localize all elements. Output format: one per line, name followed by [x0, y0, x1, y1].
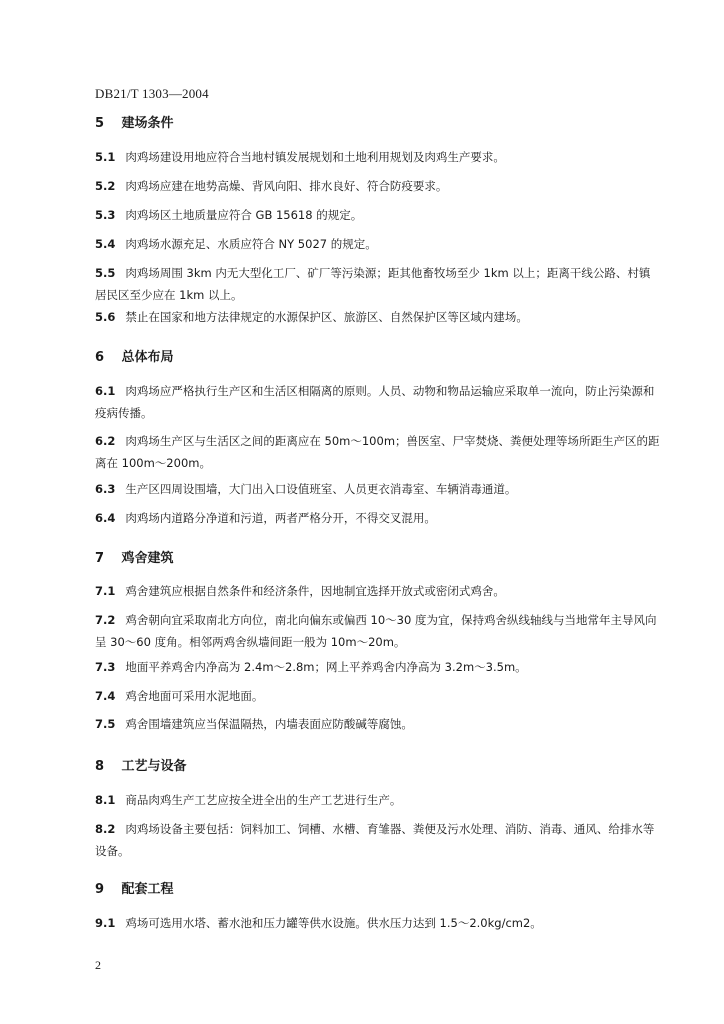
clause-5-1 [95, 146, 661, 168]
clause-text: 肉鸡场生产区与生活区之间的距离应在 50m～100m；兽医室、尸宰焚烧、粪便处理等场所距生产区的距离在 100m～200m。 [95, 434, 660, 470]
clause-8-2 [95, 818, 661, 862]
clause-number: 6.1 [95, 384, 116, 398]
clause-text: 肉鸡场内道路分净道和污道，两者严格分开，不得交叉混用。 [125, 511, 436, 525]
clause-text: 商品肉鸡生产工艺应按全进全出的生产工艺进行生产。 [125, 793, 402, 807]
clause-text: 肉鸡场建设用地应符合当地村镇发展规划和土地利用规划及肉鸡生产要求。 [125, 150, 505, 164]
clause-text: 鸡舍围墙建筑应当保温隔热，内墙表面应防酸碱等腐蚀。 [125, 717, 413, 731]
section-title: 总体布局 [121, 350, 174, 365]
clause-number: 7.3 [95, 660, 116, 674]
document-code: DB21/T 1303—2004 [95, 86, 209, 101]
clause-text: 肉鸡场水源充足、水质应符合 NY 5027 的规定。 [125, 237, 377, 251]
clause-number: 5.3 [95, 208, 116, 222]
clause-number: 5.2 [95, 179, 116, 193]
section-number: 6 [95, 350, 105, 365]
clause-number: 5.4 [95, 237, 116, 251]
clause-7-2 [95, 609, 661, 653]
clause-text: 鸡舍地面可采用水泥地面。 [125, 689, 264, 703]
clause-text: 生产区四周设围墙，大门出入口设值班室、人员更衣消毒室、车辆消毒通道。 [125, 482, 517, 496]
clause-8-1 [95, 789, 661, 811]
clause-number: 7.1 [95, 584, 116, 598]
clause-6-1 [95, 380, 661, 424]
section-heading-5 [95, 112, 174, 131]
section-heading-7 [95, 547, 174, 566]
clause-9-1 [95, 912, 661, 934]
section-number: 9 [95, 882, 105, 897]
section-heading-8 [95, 755, 187, 774]
clause-number: 5.6 [95, 310, 116, 324]
clause-text: 肉鸡场周围 3km 内无大型化工厂、矿厂等污染源；距其他畜牧场至少 1km 以上；距离干线公路、村镇居民区至少应在 1km 以上。 [95, 266, 651, 302]
clause-number: 6.3 [95, 482, 116, 496]
clause-5-6 [95, 306, 661, 328]
clause-number: 8.2 [95, 822, 116, 836]
clause-text: 肉鸡场设备主要包括：饲料加工、饲槽、水槽、育雏器、粪便及污水处理、消防、消毒、通风、给排水等设备。 [95, 822, 655, 858]
clause-6-4 [95, 507, 661, 529]
clause-text: 鸡舍朝向宜采取南北方向位，南北向偏东或偏西 10～30 度为宜，保持鸡舍纵线轴线与当地常年主导风向呈 30～60 度角。相邻两鸡舍纵墙间距一般为 10m～20m。 [95, 613, 657, 649]
clause-text: 地面平养鸡舍内净高为 2.4m～2.8m；网上平养鸡舍内净高为 3.2m～3.5m。 [125, 660, 527, 674]
clause-5-4 [95, 233, 661, 255]
clause-number: 6.2 [95, 434, 116, 448]
clause-7-5 [95, 713, 661, 735]
clause-text: 鸡场可选用水塔、蓄水池和压力罐等供水设施。供水压力达到 1.5～2.0kg/cm2。 [125, 916, 542, 930]
section-number: 5 [95, 116, 105, 131]
clause-5-2 [95, 175, 661, 197]
clause-number: 5.1 [95, 150, 116, 164]
clause-7-4 [95, 685, 661, 707]
section-number: 8 [95, 759, 105, 774]
clause-6-3 [95, 478, 661, 500]
clause-text: 鸡舍建筑应根据自然条件和经济条件，因地制宜选择开放式或密闭式鸡舍。 [125, 584, 505, 598]
clause-number: 6.4 [95, 511, 116, 525]
clause-text: 禁止在国家和地方法律规定的水源保护区、旅游区、自然保护区等区域内建场。 [125, 310, 528, 324]
clause-number: 7.5 [95, 717, 116, 731]
section-heading-9 [95, 878, 174, 897]
section-number: 7 [95, 551, 105, 566]
section-title: 鸡舍建筑 [121, 551, 174, 566]
clause-text: 肉鸡场应建在地势高燥、背风向阳、排水良好、符合防疫要求。 [125, 179, 448, 193]
clause-number: 7.2 [95, 613, 116, 627]
section-title: 配套工程 [121, 882, 174, 897]
clause-6-2 [95, 430, 661, 474]
clause-5-3 [95, 204, 661, 226]
clause-number: 5.5 [95, 266, 116, 280]
clause-text: 肉鸡场区土地质量应符合 GB 15618 的规定。 [125, 208, 363, 222]
clause-text: 肉鸡场应严格执行生产区和生活区相隔离的原则。人员、动物和物品运输应采取单一流向，防止污染源和疫病传播。 [95, 384, 655, 420]
page-number: 2 [95, 958, 101, 972]
clause-7-1 [95, 580, 661, 602]
section-title: 工艺与设备 [121, 759, 187, 774]
clause-5-5 [95, 262, 661, 306]
clause-number: 8.1 [95, 793, 116, 807]
clause-7-3 [95, 656, 661, 678]
clause-number: 7.4 [95, 689, 116, 703]
section-heading-6 [95, 346, 174, 365]
clause-number: 9.1 [95, 916, 116, 930]
section-title: 建场条件 [121, 116, 174, 131]
